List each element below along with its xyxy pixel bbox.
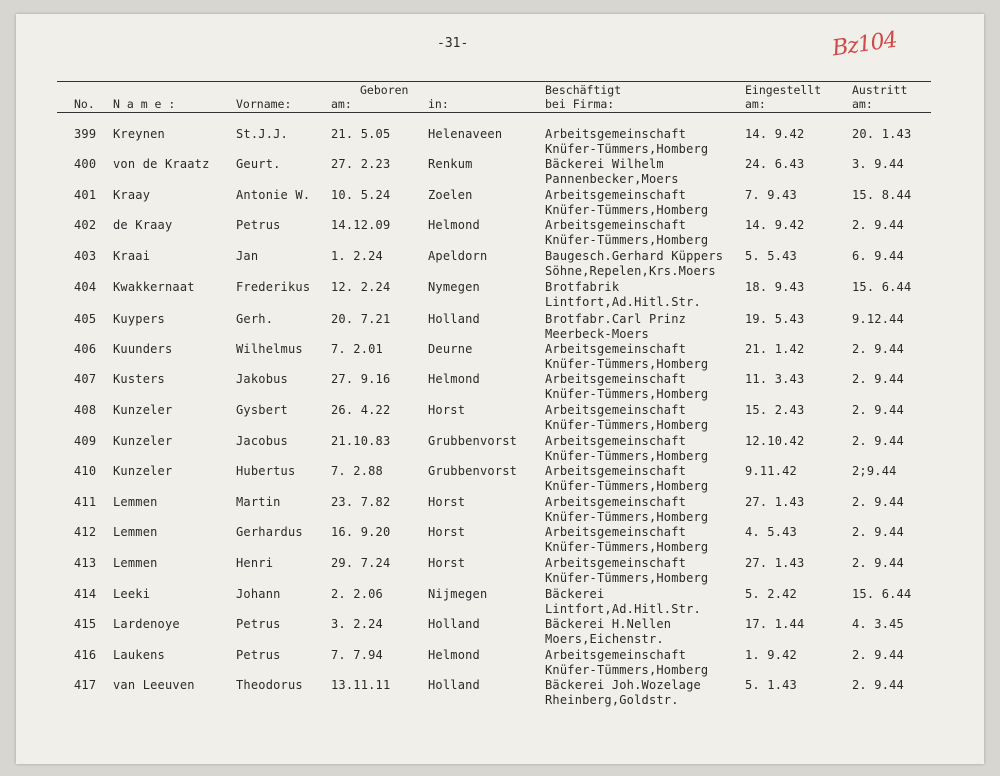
cell-firma-line1: Baugesch.Gerhard Küppers [545,249,724,263]
cell-austritt: 2. 9.44 [852,403,904,417]
cell-eingestellt: 15. 2.43 [745,403,805,417]
cell-geb-in: Deurne [428,342,473,356]
cell-eingestellt: 27. 1.43 [745,495,805,509]
cell-firma-line2: Knüfer-Tümmers,Homberg [545,663,709,677]
header-no: No. [74,97,95,111]
table-row [0,157,1000,187]
cell-vorname: Gysbert [236,403,288,417]
header-eingestellt-am: am: [745,97,766,111]
cell-austritt: 2;9.44 [852,464,897,478]
cell-austritt: 3. 9.44 [852,157,904,171]
cell-geb-am: 7. 2.88 [331,464,383,478]
cell-name: Kwakkernaat [113,280,195,294]
header-austritt-am: am: [852,97,873,111]
cell-geb-in: Holland [428,678,480,692]
table-row [0,403,1000,433]
cell-firma-line1: Arbeitsgemeinschaft [545,403,687,417]
table-row [0,648,1000,678]
cell-firma-line2: Knüfer-Tümmers,Homberg [545,142,709,156]
cell-name: de Kraay [113,218,173,232]
table-row [0,372,1000,402]
cell-name: Kusters [113,372,165,386]
cell-vorname: Henri [236,556,274,570]
cell-austritt: 2. 9.44 [852,342,904,356]
cell-firma-line1: Arbeitsgemeinschaft [545,525,687,539]
cell-geb-in: Horst [428,556,466,570]
cell-name: Kuypers [113,312,165,326]
cell-geb-in: Horst [428,403,466,417]
cell-austritt: 4. 3.45 [852,617,904,631]
cell-eingestellt: 19. 5.43 [745,312,805,326]
cell-no: 406 [74,342,97,356]
header-vorname: Vorname: [236,97,292,111]
cell-geb-in: Grubbenvorst [428,464,518,478]
cell-austritt: 20. 1.43 [852,127,912,141]
header-name: N a m e : [113,97,176,111]
cell-firma-line2: Lintfort,Ad.Hitl.Str. [545,602,701,616]
table-row [0,342,1000,372]
cell-geb-am: 21.10.83 [331,434,391,448]
cell-firma-line2: Knüfer-Tümmers,Homberg [545,510,709,524]
cell-geb-am: 3. 2.24 [331,617,383,631]
header-beschaeftigt: Beschäftigt [545,83,622,97]
cell-no: 404 [74,280,97,294]
cell-firma-line1: Bäckerei Joh.Wozelage [545,678,701,692]
cell-no: 413 [74,556,97,570]
cell-vorname: Frederikus [236,280,311,294]
cell-firma-line2: Knüfer-Tümmers,Homberg [545,418,709,432]
cell-firma-line2: Moers,Eichenstr. [545,632,664,646]
cell-name: Lemmen [113,495,158,509]
cell-no: 414 [74,587,97,601]
table-row [0,525,1000,555]
cell-firma-line1: Arbeitsgemeinschaft [545,648,687,662]
cell-no: 401 [74,188,97,202]
cell-eingestellt: 24. 6.43 [745,157,805,171]
cell-geb-in: Horst [428,525,466,539]
cell-firma-line2: Knüfer-Tümmers,Homberg [545,540,709,554]
cell-geb-am: 16. 9.20 [331,525,391,539]
cell-vorname: Hubertus [236,464,296,478]
cell-vorname: Petrus [236,218,281,232]
cell-name: Kraai [113,249,151,263]
cell-eingestellt: 7. 9.43 [745,188,797,202]
cell-no: 412 [74,525,97,539]
cell-vorname: Antonie W. [236,188,311,202]
cell-vorname: Johann [236,587,281,601]
cell-geb-am: 20. 7.21 [331,312,391,326]
cell-geb-am: 10. 5.24 [331,188,391,202]
cell-austritt: 2. 9.44 [852,218,904,232]
table-row [0,312,1000,342]
cell-firma-line1: Arbeitsgemeinschaft [545,556,687,570]
cell-geb-in: Zoelen [428,188,473,202]
cell-geb-am: 13.11.11 [331,678,391,692]
cell-eingestellt: 12.10.42 [745,434,805,448]
cell-firma-line1: Bäckerei H.Nellen [545,617,672,631]
cell-no: 407 [74,372,97,386]
header-geboren: Geboren [360,83,409,97]
cell-austritt: 6. 9.44 [852,249,904,263]
cell-firma-line2: Meerbeck-Moers [545,327,649,341]
cell-eingestellt: 4. 5.43 [745,525,797,539]
cell-firma-line1: Arbeitsgemeinschaft [545,188,687,202]
table-row [0,127,1000,157]
cell-geb-in: Renkum [428,157,473,171]
cell-austritt: 15. 6.44 [852,280,912,294]
header-top-rule [57,81,931,82]
cell-geb-in: Holland [428,617,480,631]
cell-name: Kreynen [113,127,165,141]
page-number: -31- [437,36,469,51]
cell-geb-am: 7. 2.01 [331,342,383,356]
cell-firma-line2: Knüfer-Tümmers,Homberg [545,571,709,585]
archive-stamp: Bz104 [830,27,899,62]
table-row [0,556,1000,586]
cell-vorname: St.J.J. [236,127,288,141]
header-geb-in: in: [428,97,449,111]
cell-firma-line2: Knüfer-Tümmers,Homberg [545,203,709,217]
table-row [0,587,1000,617]
cell-no: 402 [74,218,97,232]
cell-geb-in: Nymegen [428,280,480,294]
cell-name: von de Kraatz [113,157,210,171]
header-austritt: Austritt [852,83,908,97]
cell-no: 416 [74,648,97,662]
cell-vorname: Theodorus [236,678,303,692]
cell-eingestellt: 27. 1.43 [745,556,805,570]
table-row [0,434,1000,464]
cell-austritt: 2. 9.44 [852,678,904,692]
header-geb-am: am: [331,97,352,111]
header-bottom-rule [57,112,931,113]
cell-no: 400 [74,157,97,171]
cell-vorname: Gerh. [236,312,274,326]
cell-geb-in: Holland [428,312,480,326]
cell-no: 408 [74,403,97,417]
cell-firma-line1: Bäckerei Wilhelm [545,157,664,171]
cell-geb-in: Horst [428,495,466,509]
cell-geb-am: 2. 2.06 [331,587,383,601]
cell-vorname: Gerhardus [236,525,303,539]
cell-eingestellt: 5. 1.43 [745,678,797,692]
cell-vorname: Wilhelmus [236,342,303,356]
cell-eingestellt: 17. 1.44 [745,617,805,631]
cell-geb-in: Apeldorn [428,249,488,263]
cell-eingestellt: 18. 9.43 [745,280,805,294]
cell-geb-am: 27. 9.16 [331,372,391,386]
table-row [0,218,1000,248]
cell-eingestellt: 21. 1.42 [745,342,805,356]
cell-name: Lemmen [113,525,158,539]
cell-firma-line2: Pannenbecker,Moers [545,172,679,186]
cell-name: Lemmen [113,556,158,570]
cell-geb-in: Helmond [428,372,480,386]
cell-geb-am: 14.12.09 [331,218,391,232]
cell-vorname: Geurt. [236,157,281,171]
cell-vorname: Jan [236,249,259,263]
cell-no: 415 [74,617,97,631]
cell-firma-line1: Arbeitsgemeinschaft [545,342,687,356]
cell-firma-line1: Arbeitsgemeinschaft [545,372,687,386]
cell-no: 411 [74,495,97,509]
cell-eingestellt: 9.11.42 [745,464,797,478]
cell-firma-line2: Söhne,Repelen,Krs.Moers [545,264,716,278]
cell-firma-line2: Knüfer-Tümmers,Homberg [545,479,709,493]
cell-eingestellt: 14. 9.42 [745,127,805,141]
cell-no: 403 [74,249,97,263]
cell-name: Lardenoye [113,617,180,631]
cell-austritt: 2. 9.44 [852,372,904,386]
cell-no: 417 [74,678,97,692]
cell-firma-line1: Brotfabr.Carl Prinz [545,312,687,326]
cell-vorname: Jacobus [236,434,288,448]
cell-firma-line1: Arbeitsgemeinschaft [545,127,687,141]
cell-geb-in: Helmond [428,648,480,662]
table-row [0,280,1000,310]
cell-geb-am: 27. 2.23 [331,157,391,171]
cell-geb-am: 29. 7.24 [331,556,391,570]
cell-firma-line1: Brotfabrik [545,280,620,294]
cell-name: Kunzeler [113,434,173,448]
table-row [0,617,1000,647]
cell-firma-line1: Arbeitsgemeinschaft [545,218,687,232]
cell-eingestellt: 5. 5.43 [745,249,797,263]
cell-vorname: Martin [236,495,281,509]
cell-austritt: 2. 9.44 [852,648,904,662]
cell-eingestellt: 5. 2.42 [745,587,797,601]
cell-firma-line2: Knüfer-Tümmers,Homberg [545,387,709,401]
cell-name: Kraay [113,188,151,202]
cell-austritt: 15. 8.44 [852,188,912,202]
table-row [0,188,1000,218]
cell-austritt: 2. 9.44 [852,495,904,509]
cell-firma-line2: Knüfer-Tümmers,Homberg [545,233,709,247]
cell-geb-am: 12. 2.24 [331,280,391,294]
cell-geb-am: 23. 7.82 [331,495,391,509]
header-bei-firma: bei Firma: [545,97,615,111]
table-row [0,249,1000,279]
cell-geb-am: 7. 7.94 [331,648,383,662]
cell-austritt: 2. 9.44 [852,525,904,539]
cell-eingestellt: 1. 9.42 [745,648,797,662]
cell-geb-am: 1. 2.24 [331,249,383,263]
cell-eingestellt: 11. 3.43 [745,372,805,386]
cell-no: 410 [74,464,97,478]
cell-geb-in: Helmond [428,218,480,232]
cell-firma-line1: Arbeitsgemeinschaft [545,464,687,478]
cell-vorname: Petrus [236,648,281,662]
cell-firma-line1: Arbeitsgemeinschaft [545,495,687,509]
cell-firma-line2: Knüfer-Tümmers,Homberg [545,449,709,463]
cell-eingestellt: 14. 9.42 [745,218,805,232]
cell-name: van Leeuven [113,678,195,692]
cell-name: Kuunders [113,342,173,356]
cell-austritt: 9.12.44 [852,312,904,326]
table-row [0,495,1000,525]
cell-firma-line2: Rheinberg,Goldstr. [545,693,679,707]
cell-geb-am: 21. 5.05 [331,127,391,141]
cell-austritt: 2. 9.44 [852,556,904,570]
cell-no: 405 [74,312,97,326]
cell-vorname: Petrus [236,617,281,631]
cell-austritt: 2. 9.44 [852,434,904,448]
cell-geb-in: Nijmegen [428,587,488,601]
cell-vorname: Jakobus [236,372,288,386]
cell-firma-line2: Knüfer-Tümmers,Homberg [545,357,709,371]
table-row [0,678,1000,708]
cell-firma-line2: Lintfort,Ad.Hitl.Str. [545,295,701,309]
cell-name: Kunzeler [113,464,173,478]
cell-no: 399 [74,127,97,141]
cell-name: Leeki [113,587,151,601]
cell-name: Kunzeler [113,403,173,417]
cell-firma-line1: Arbeitsgemeinschaft [545,434,687,448]
cell-name: Laukens [113,648,165,662]
cell-geb-am: 26. 4.22 [331,403,391,417]
cell-firma-line1: Bäckerei [545,587,605,601]
cell-no: 409 [74,434,97,448]
cell-geb-in: Helenaveen [428,127,503,141]
header-eingestellt: Eingestellt [745,83,822,97]
cell-austritt: 15. 6.44 [852,587,912,601]
cell-geb-in: Grubbenvorst [428,434,518,448]
table-row [0,464,1000,494]
